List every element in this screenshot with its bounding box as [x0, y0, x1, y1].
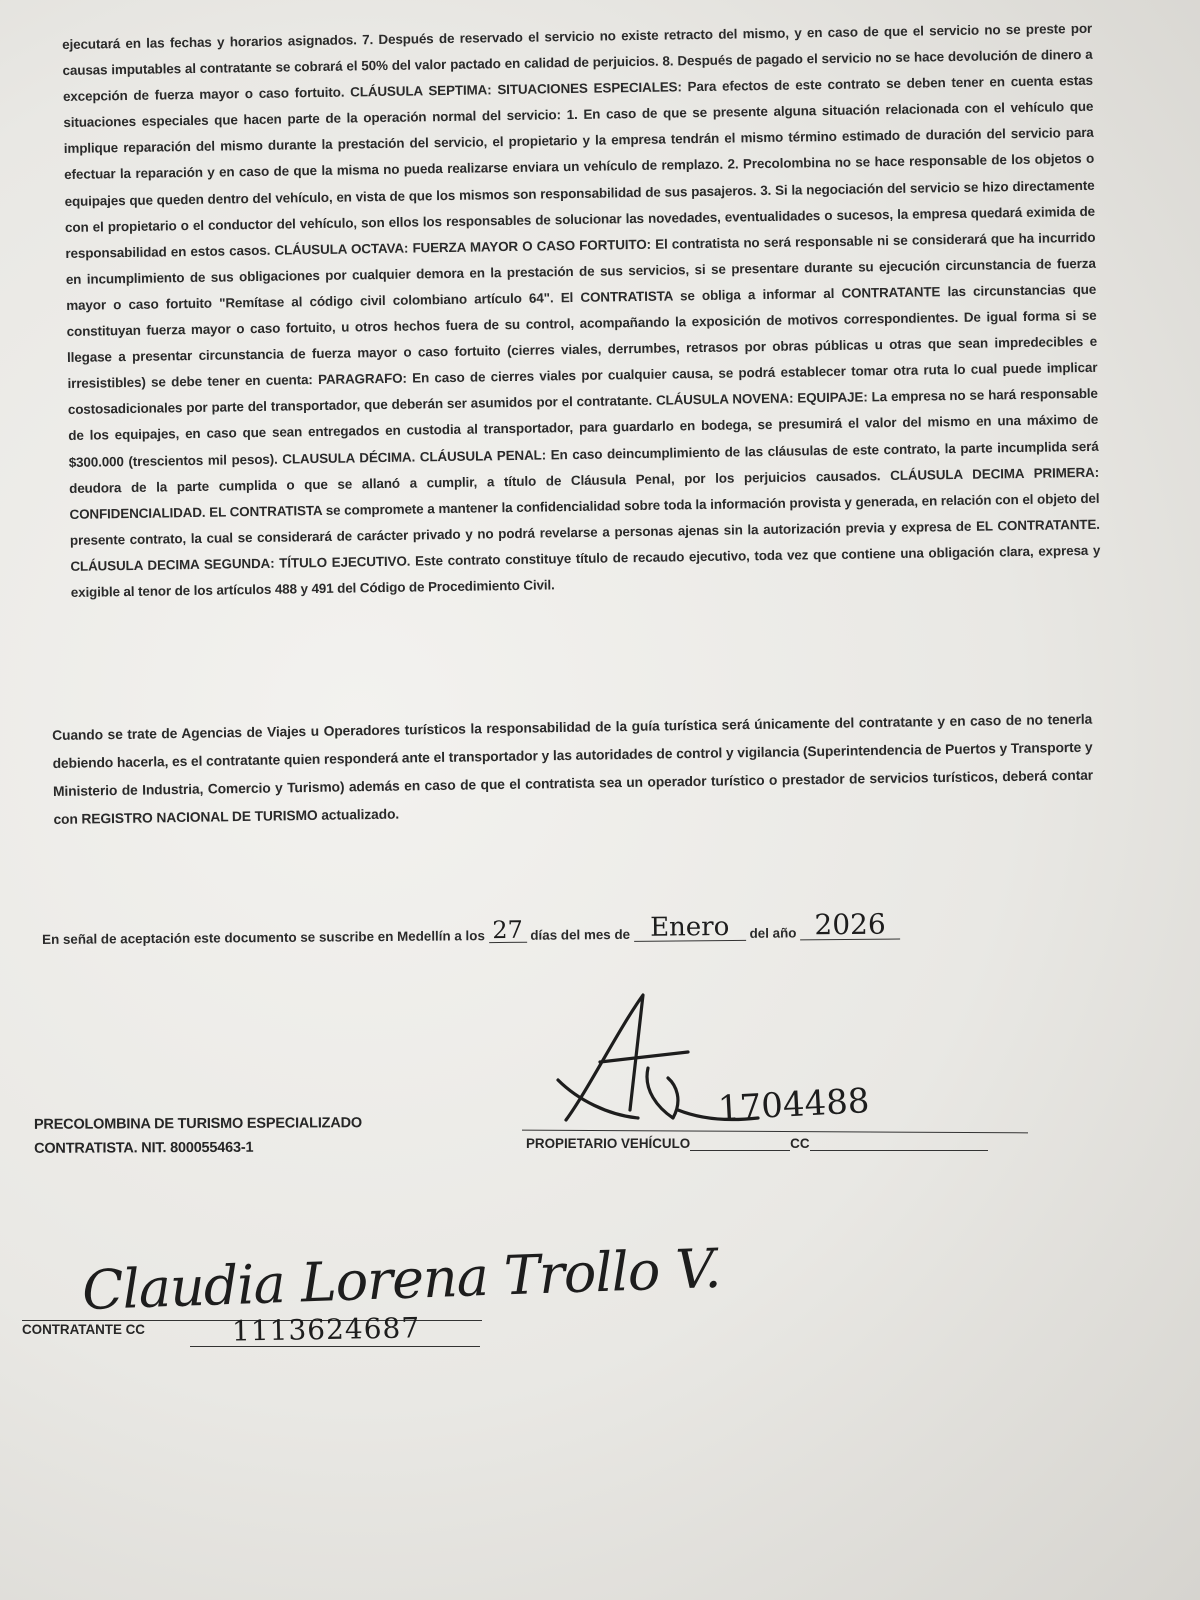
month-field	[634, 912, 746, 943]
acceptance-suffix: del año	[749, 925, 797, 941]
owner-cc-line	[810, 1136, 988, 1151]
client-label: CONTRATANTE CC	[22, 1322, 145, 1337]
contractor-nit: CONTRATISTA. NIT. 800055463-1	[34, 1139, 254, 1157]
year-field	[800, 907, 900, 942]
acceptance-middle: días del mes de	[530, 926, 631, 943]
acceptance-prefix: En señal de aceptación este documento se suscribe en Medellín a los	[42, 928, 485, 947]
tour-guide-paragraph: Cuando se trate de Agencias de Viajes u Operadores turísticos la responsabilidad de la guía turística será únicamente del contratante y en caso de no tenerla debiendo hacerla, es el contratante quien responderá ante el transportador y las autoridades de control y vigilancia (Superintendencia de Puertos y Transporte y Ministerio de Industria, Comercio y Turismo) además en caso de que el contratista sea un operador turístico o prestador de servicios turísticos, deberá contar con REGISTRO NACIONAL DE TURISMO actualizado.	[52, 711, 1094, 827]
day-handwritten: 27	[492, 915, 523, 945]
client-id-line	[190, 1346, 480, 1347]
clauses-paragraph: ejecutará en las fechas y horarios asignados. 7. Después de reservado el servicio no existe retracto del mismo, y en caso de que el servicio no se preste por causas imputables al contratante se cobrará el 50% del valor pactado en calidad de perjuicios. 8. Después de pagado el servicio no se hace devolución de dinero a excepción de fuerza mayor o caso fortuito. CLÁUSULA SEPTIMA: SITUACIONES ESPECIALES: Para efectos de este contrato se deben tener en cuenta estas situaciones especiales que hacen parte de la operación normal del servicio: 1. En caso de que se presente alguna situación relacionada con el vehículo que implique reparación del mismo durante la prestación del servicio, el propietario y la empresa tendrán el mismo término estimado de duración del servicio para efectuar la reparación y en caso de que la misma no pueda realizarse enviara un vehículo de remplazo. 2. Precolombina no se hace responsable de los objetos o equipajes que queden dentro del vehículo, en vista de que los mismos son responsabilidad de sus pasajeros. 3. Si la negociación del servicio se hizo directamente con el propietario o el conductor del vehículo, son ellos los responsables de solucionar las novedades, eventualidades o sucesos, la empresa quedará eximida de responsabilidad en estos casos. CLÁUSULA OCTAVA: FUERZA MAYOR O CASO FORTUITO: El contratista no será responsable ni se considerará que ha incurrido en incumplimiento de sus obligaciones por cualquier demora en la prestación de sus servicios, si se presentare durante su ejecución circunstancia de fuerza mayor o caso fortuito "Remítase al código civil colombiano artículo 64". El CONTRATISTA se obliga a informar al CONTRATANTE las circunstancias que constituyan fuerza mayor o caso fortuito, u otros hechos fuera de su control, acompañando la exposición de motivos correspondientes. De igual forma si se llegase a presentar circunstancia de fuerza mayor o caso fortuito (cierres viales, derrumbes, retrasos por obras públicas u otras que sean impredecibles e irresistibles) se debe tener en cuenta: PARAGRAFO: En caso de cierres viales por cualquier causa, se podrá establecer tomar otra ruta lo cual puede implicar costosadicionales por parte del transportador, que deberán ser asumidos por el contratante. CLÁUSULA NOVENA: EQUIPAJE: La empresa no se hará responsable de los equipajes, en caso que sean entregados en custodia al transportador, para guardarlo en bodega, se presumirá el valor del mismo en una máximo de $300.000 (trescientos mil pesos). CLAUSULA DÉCIMA. CLÁUSULA PENAL: En caso deincumplimiento de las cláusulas de este contrato, la parte incumplida será deudora de la parte cumplida o que se allanó a cumplir, a título de Cláusula Penal, por los perjuicios causados. CLÁUSULA DECIMA PRIMERA: CONFIDENCIALIDAD. EL CONTRATISTA se compromete a mantener la confidencialidad sobre toda la información provista y generada, en relación con el objeto del presente contrato, la cual se considerará de carácter privado y no podrá revelarse a personas ajenas sin la autorización previa y expresa de EL CONTRATANTE. CLÁUSULA DECIMA SEGUNDA: TÍTULO EJECUTIVO. Este contrato constituye título de recaudo ejecutivo, toda vez que contiene una obligación clara, expresa y exigible al tenor de los artículos 488 y 491 del Código de Procedimiento Civil.	[62, 20, 1101, 600]
acceptance-line	[42, 907, 1042, 947]
contractor-block	[34, 1111, 362, 1161]
owner-id-handwritten: 1704488	[717, 1081, 871, 1129]
client-signature: Claudia Lorena Trollo V.	[81, 1236, 722, 1323]
owner-block	[526, 1136, 1036, 1151]
owner-label: PROPIETARIO VEHÍCULO	[526, 1136, 691, 1151]
day-field	[488, 915, 526, 945]
owner-cc-label: CC	[790, 1136, 810, 1151]
owner-blank-line	[690, 1136, 790, 1151]
month-handwritten: Enero	[649, 912, 730, 943]
company-name: PRECOLOMBINA DE TURISMO ESPECIALIZADO	[33, 1115, 362, 1133]
client-id-handwritten: 1113624687	[231, 1311, 421, 1348]
year-handwritten: 2026	[814, 907, 886, 942]
